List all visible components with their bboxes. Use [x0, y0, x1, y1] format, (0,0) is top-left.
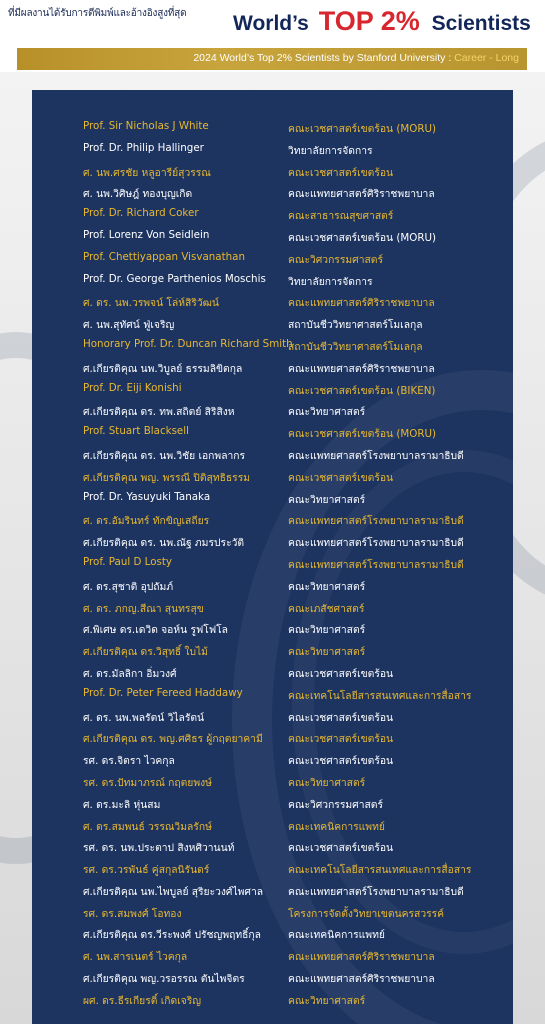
scientist-name: Honorary Prof. Dr. Duncan Richard Smith — [83, 337, 293, 350]
scientist-faculty: คณะวิทยาศาสตร์ — [288, 624, 366, 637]
scientist-name: Prof. Stuart Blacksell — [83, 425, 189, 438]
scientist-name: Prof. Dr. Yasuyuki Tanaka — [83, 490, 211, 503]
scientist-faculty: คณะเวชศาสตร์เขตร้อน (MORU) — [288, 123, 437, 135]
scientist-name: Prof. Dr. Peter Fereed Haddawy — [83, 686, 243, 699]
scientist-name: ผศ. ดร.ธีรเกียรติ์ เกิดเจริญ — [83, 994, 201, 1007]
list-item — [32, 400, 513, 422]
list-item — [32, 684, 513, 706]
scientist-name: รศ. ดร. นพ.ประตาป สิงหศิวานนท์ — [83, 842, 235, 855]
banner-accent-text: Career - Long — [454, 52, 519, 64]
list-item — [32, 836, 513, 858]
list-item — [32, 902, 513, 924]
scientist-name: ศ. ดร. นพ.พลรัตน์ วิไลรัตน์ — [83, 711, 205, 724]
scientist-faculty: คณะแพทยศาสตร์ศิริราชพยาบาล — [288, 297, 435, 310]
list-item — [32, 270, 513, 292]
list-item — [32, 945, 513, 967]
scientist-faculty: คณะเวชศาสตร์เขตร้อน — [288, 711, 394, 724]
scientist-faculty: วิทยาลัยการจัดการ — [288, 275, 373, 288]
scientist-name: ศ.เกียรติคุณ ดร.วีระพงศ์ ปรัชญพฤทธิ์กุล — [83, 929, 261, 942]
banner-text — [193, 52, 519, 64]
scientist-name: ศ. นพ.ศรชัย หลูอารีย์สุวรรณ — [83, 166, 211, 179]
scientist-name: Prof. Sir Nicholas J White — [83, 120, 209, 132]
scientist-faculty: คณะเทคนิคการแพทย์ — [288, 929, 385, 942]
header — [0, 0, 545, 45]
list-item — [32, 422, 513, 444]
scientist-list — [32, 117, 513, 1011]
scientist-name: ศ. ดร.มะลิ หุ่นสม — [83, 798, 161, 811]
scientist-name: ศ.เกียรติคุณ นพ.วิบูลย์ ธรรมลิขิตกุล — [83, 362, 243, 375]
list-item — [32, 488, 513, 510]
scientist-name: ศ. ดร. ภกญ.สีณา สุนทรสุข — [83, 602, 204, 615]
scientist-faculty: สถาบันชีววิทยาศาสตร์โมเลกุล — [288, 340, 423, 353]
banner-main-text: 2024 World’s Top 2% Scientists by Stanford University : — [193, 52, 452, 64]
scientist-faculty: คณะวิทยาศาสตร์ — [288, 493, 366, 506]
scientist-name: ศ. นพ.วิศิษฎ์ ทองบุญเกิด — [83, 188, 193, 201]
page-title — [233, 6, 531, 37]
list-item — [32, 531, 513, 553]
scientist-name: Prof. Dr. Richard Coker — [83, 207, 199, 220]
scientist-name: Prof. Dr. Eiji Konishi — [83, 381, 182, 394]
scientist-name: ศ.เกียรติคุณ พญ. พรรณี ปิติสุทธิธรรม — [83, 471, 251, 484]
scientist-faculty: คณะแพทยศาสตร์ศิริราชพยาบาล — [288, 362, 435, 375]
scientist-name: ศ. ดร.สมพนธ์ วรรณวิมลรักษ์ — [83, 820, 212, 833]
scientist-name: รศ. ดร.วรพันธ์ คู่สกุลนิรันดร์ — [83, 864, 210, 877]
title-top-percent: TOP 2% — [318, 6, 420, 36]
scientist-name: ศ.เกียรติคุณ ดร.วิสุทธิ์ ใบไม้ — [83, 646, 208, 659]
scientist-name: ศ.พิเศษ ดร.เดวิด จอห์น รูฟโฟโล — [83, 624, 228, 637]
list-item — [32, 226, 513, 248]
scientist-faculty: สถาบันชีววิทยาศาสตร์โมเลกุล — [288, 319, 423, 332]
scientist-faculty: คณะเวชศาสตร์เขตร้อน — [288, 166, 394, 179]
list-item — [32, 204, 513, 226]
scientist-name: ศ. นพ.สุทัศน์ ฟู่เจริญ — [83, 319, 175, 332]
scientist-name: ศ. ดร.มัลลิกา อิ่มวงศ์ — [83, 667, 177, 680]
scientist-name: Prof. Paul D Losty — [83, 555, 173, 568]
scientist-faculty: คณะเทคโนโลยีสารสนเทศและการสื่อสาร — [288, 864, 472, 877]
scientist-name: Prof. Dr. Philip Hallinger — [83, 141, 204, 154]
scientist-name: ศ. ดร.สุชาติ อุปถัมภ์ — [83, 580, 174, 593]
scientist-name: ศ. นพ.สารเนตร์ ไวคกุล — [83, 951, 188, 964]
scientist-faculty: คณะแพทยศาสตร์ศิริราชพยาบาล — [288, 973, 435, 986]
list-item — [32, 618, 513, 640]
scientist-faculty: คณะเวชศาสตร์เขตร้อน (MORU) — [288, 428, 437, 441]
scientist-faculty: คณะเวชศาสตร์เขตร้อน — [288, 842, 394, 855]
title-suffix: Scientists — [431, 12, 531, 35]
ranking-banner — [17, 48, 527, 70]
list-item — [32, 161, 513, 183]
list-item — [32, 967, 513, 989]
scientist-faculty: คณะวิทยาศาสตร์ — [288, 994, 366, 1007]
scientist-faculty: คณะเวชศาสตร์เขตร้อน — [288, 667, 394, 680]
scientist-faculty: คณะวิทยาศาสตร์ — [288, 776, 366, 789]
scientist-name: รศ. ดร.จิตรา ไวคกุล — [83, 755, 175, 768]
scientist-faculty: คณะวิทยาศาสตร์ — [288, 580, 366, 593]
scientist-faculty: คณะเทคโนโลยีสารสนเทศและการสื่อสาร — [288, 689, 472, 702]
list-item — [32, 575, 513, 597]
list-item — [32, 139, 513, 161]
scientist-faculty: คณะแพทยศาสตร์โรงพยาบาลรามาธิบดี — [288, 449, 464, 462]
scientist-name: ศ.เกียรติคุณ พญ.วรอรรณ ตันไพจิตร — [83, 973, 245, 986]
list-item — [32, 749, 513, 771]
list-item — [32, 291, 513, 313]
scientist-faculty: คณะเวชศาสตร์เขตร้อน — [288, 755, 394, 768]
scientist-faculty: คณะแพทยศาสตร์โรงพยาบาลรามาธิบดี — [288, 885, 464, 898]
list-item — [32, 706, 513, 728]
scientist-faculty: โครงการจัดตั้งวิทยาเขตนครสวรรค์ — [288, 907, 445, 920]
list-item — [32, 357, 513, 379]
list-item — [32, 640, 513, 662]
list-item — [32, 989, 513, 1011]
list-item — [32, 771, 513, 793]
scientist-faculty: คณะแพทยศาสตร์ศิริราชพยาบาล — [288, 951, 435, 964]
scientist-name: ศ.เกียรติคุณ นพ.ไพบูลย์ สุริยะวงศ์ไพศาล — [83, 885, 264, 898]
scientist-name: Prof. Chettiyappan Visvanathan — [83, 250, 246, 263]
list-item — [32, 117, 513, 139]
list-item — [32, 335, 513, 357]
scientist-faculty: คณะวิศวกรรมศาสตร์ — [288, 798, 383, 811]
list-item — [32, 182, 513, 204]
scientist-faculty: คณะเวชศาสตร์เขตร้อน (BIKEN) — [288, 384, 436, 397]
list-item — [32, 597, 513, 619]
scientist-name: รศ. ดร.สมพงศ์ โอทอง — [83, 907, 182, 920]
scientist-faculty: คณะเวชศาสตร์เขตร้อน (MORU) — [288, 231, 437, 244]
list-item — [32, 444, 513, 466]
scientist-name: ศ. ดร. นพ.วรพจน์ โล่ห์สิริวัฒน์ — [83, 297, 219, 310]
scientist-name: ศ.เกียรติคุณ ดร. นพ.วิชัย เอกพลากร — [83, 449, 246, 462]
list-item — [32, 880, 513, 902]
scientist-faculty: คณะวิศวกรรมศาสตร์ — [288, 253, 383, 266]
list-item — [32, 858, 513, 880]
scientist-faculty: วิทยาลัยการจัดการ — [288, 144, 373, 157]
list-item — [32, 509, 513, 531]
list-item — [32, 662, 513, 684]
title-prefix: World’s — [233, 12, 309, 35]
scientist-faculty: คณะเทคนิคการแพทย์ — [288, 820, 385, 833]
list-item — [32, 727, 513, 749]
scientist-faculty: คณะวิทยาศาสตร์ — [288, 646, 366, 659]
scientist-name: ศ.เกียรติคุณ ดร. นพ.ณัฐ ภมรประวัติ — [83, 537, 245, 550]
scientist-faculty: คณะสาธารณสุขศาสตร์ — [288, 210, 394, 223]
list-item — [32, 248, 513, 270]
scientist-name: Prof. Lorenz Von Seidlein — [83, 228, 210, 241]
list-item — [32, 923, 513, 945]
list-item — [32, 379, 513, 401]
scientist-faculty: คณะแพทยศาสตร์โรงพยาบาลรามาธิบดี — [288, 558, 464, 571]
scientist-faculty: คณะวิทยาศาสตร์ — [288, 406, 366, 419]
header-subtitle: ที่มีผลงานได้รับการตีพิมพ์และอ้างอิงสูงที่สุด — [8, 8, 187, 19]
scientist-faculty: คณะเวชศาสตร์เขตร้อน — [288, 733, 394, 746]
list-item — [32, 793, 513, 815]
scientist-name: Prof. Dr. George Parthenios Moschis — [83, 272, 266, 285]
list-item — [32, 466, 513, 488]
scientist-list-panel — [32, 90, 513, 1024]
scientist-faculty: คณะเวชศาสตร์เขตร้อน — [288, 471, 394, 484]
list-item — [32, 313, 513, 335]
scientist-name: ศ. ดร.อัมรินทร์ ทักขิญเสถียร — [83, 515, 210, 528]
scientist-name: ศ.เกียรติคุณ ดร. พญ.ศศิธร ผู้กฤตยาคามี — [83, 733, 263, 746]
list-item — [32, 553, 513, 575]
scientist-name: ศ.เกียรติคุณ ดร. ทพ.สถิตย์ สิริสิงห — [83, 406, 235, 419]
scientist-faculty: คณะแพทยศาสตร์โรงพยาบาลรามาธิบดี — [288, 537, 464, 550]
scientist-faculty: คณะแพทยศาสตร์โรงพยาบาลรามาธิบดี — [288, 515, 464, 528]
scientist-name: รศ. ดร.ปัทมาภรณ์ กฤตยพงษ์ — [83, 776, 212, 789]
scientist-faculty: คณะเภสัชศาสตร์ — [288, 602, 365, 615]
scientist-faculty: คณะแพทยศาสตร์ศิริราชพยาบาล — [288, 188, 435, 201]
list-item — [32, 815, 513, 837]
